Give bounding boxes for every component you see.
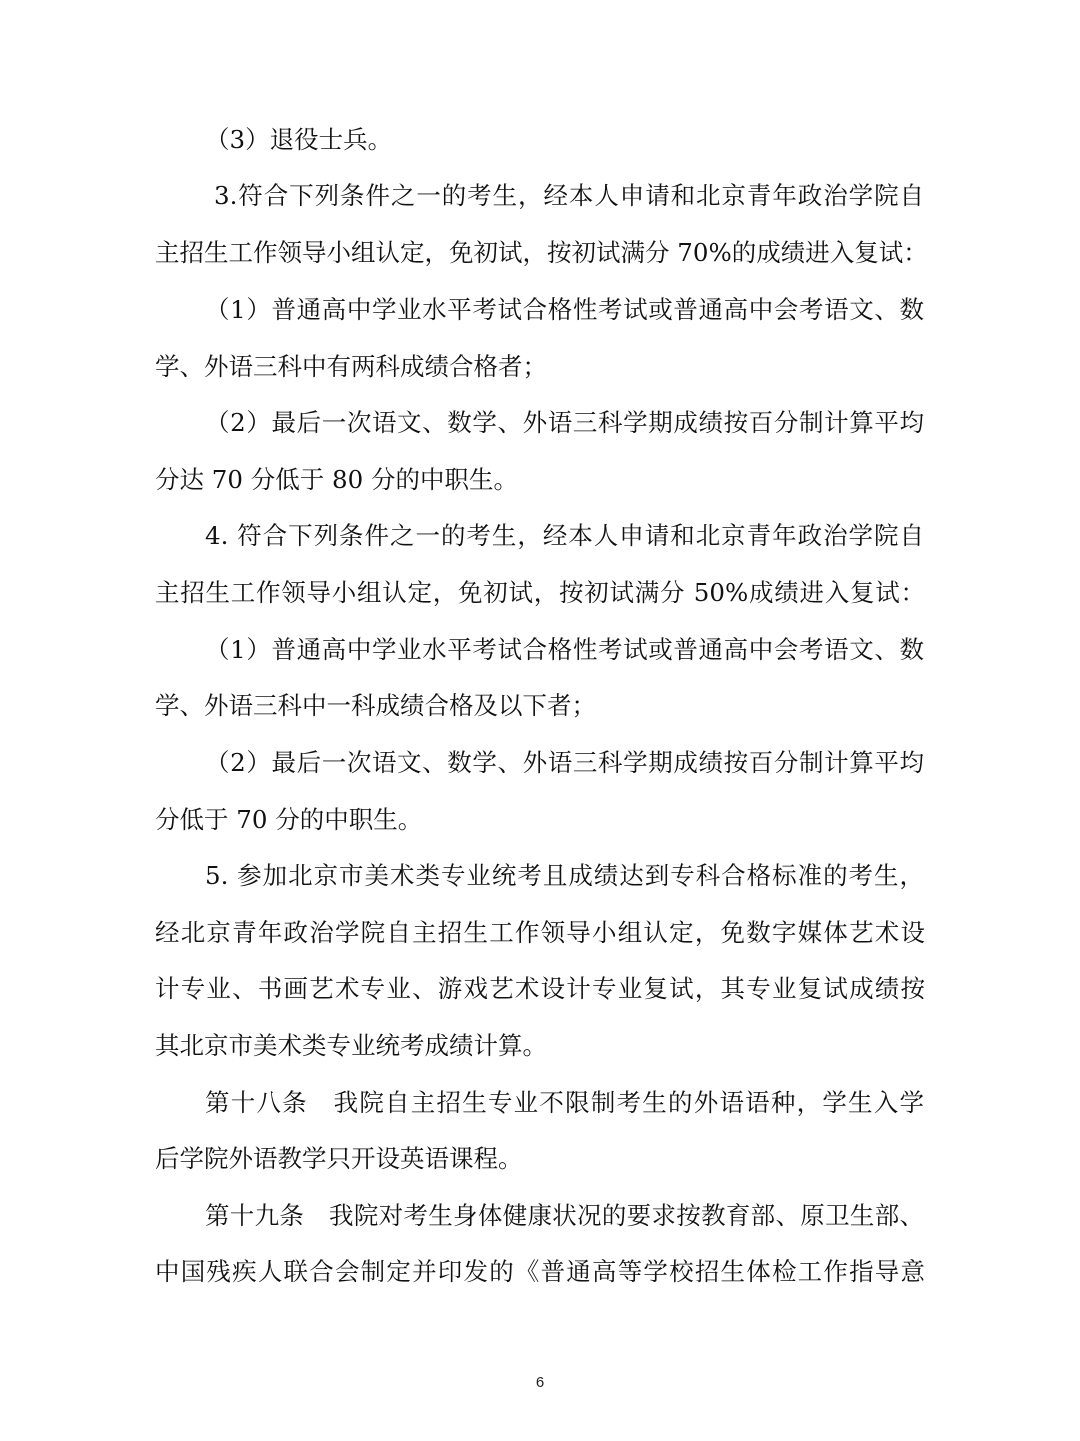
text-line-7: 分达 70 分低于 80 分的中职生。: [155, 465, 519, 494]
text-line-5: 学、外语三科中有两科成绩合格者；: [155, 352, 547, 381]
text-line-8: 4. 符合下列条件之一的考生，经本人申请和北京青年政治学院自: [205, 521, 924, 550]
text-line-20: 第十九条 我院对考生身体健康状况的要求按教育部、原卫生部、: [205, 1201, 924, 1230]
text-line-2: 3.符合下列条件之一的考生，经本人申请和北京青年政治学院自: [214, 181, 924, 210]
text-line-10: （1）普通高中学业水平考试合格性考试或普通高中会考语文、数: [205, 635, 924, 664]
text-line-12: （2）最后一次语文、数学、外语三科学期成绩按百分制计算平均: [205, 748, 924, 777]
text-line-1: （3）退役士兵。: [205, 125, 393, 154]
text-line-14: 5. 参加北京市美术类专业统考且成绩达到专科合格标准的考生，: [205, 861, 924, 890]
text-line-19: 后学院外语教学只开设英语课程。: [155, 1144, 523, 1173]
text-line-6: （2）最后一次语文、数学、外语三科学期成绩按百分制计算平均: [205, 408, 924, 437]
text-line-21: 中国残疾人联合会制定并印发的《普通高等学校招生体检工作指导意: [155, 1257, 925, 1286]
text-line-16: 计专业、书画艺术专业、游戏艺术设计专业复试，其专业复试成绩按: [155, 974, 925, 1003]
text-line-18: 第十八条 我院自主招生专业不限制考生的外语语种，学生入学: [205, 1088, 924, 1117]
text-line-15: 经北京青年政治学院自主招生工作领导小组认定，免数字媒体艺术设: [155, 918, 925, 947]
text-line-11: 学、外语三科中一科成绩合格及以下者；: [155, 691, 596, 720]
page-number: 6: [535, 1374, 545, 1391]
text-line-17: 其北京市美术类专业统考成绩计算。: [155, 1031, 547, 1060]
text-line-3: 主招生工作领导小组认定，免初试，按初试满分 70%的成绩进入复试：: [155, 238, 928, 267]
text-line-9: 主招生工作领导小组认定，免初试，按初试满分 50%成绩进入复试：: [155, 578, 925, 607]
text-line-4: （1）普通高中学业水平考试合格性考试或普通高中会考语文、数: [205, 295, 924, 324]
text-line-13: 分低于 70 分的中职生。: [155, 805, 423, 834]
